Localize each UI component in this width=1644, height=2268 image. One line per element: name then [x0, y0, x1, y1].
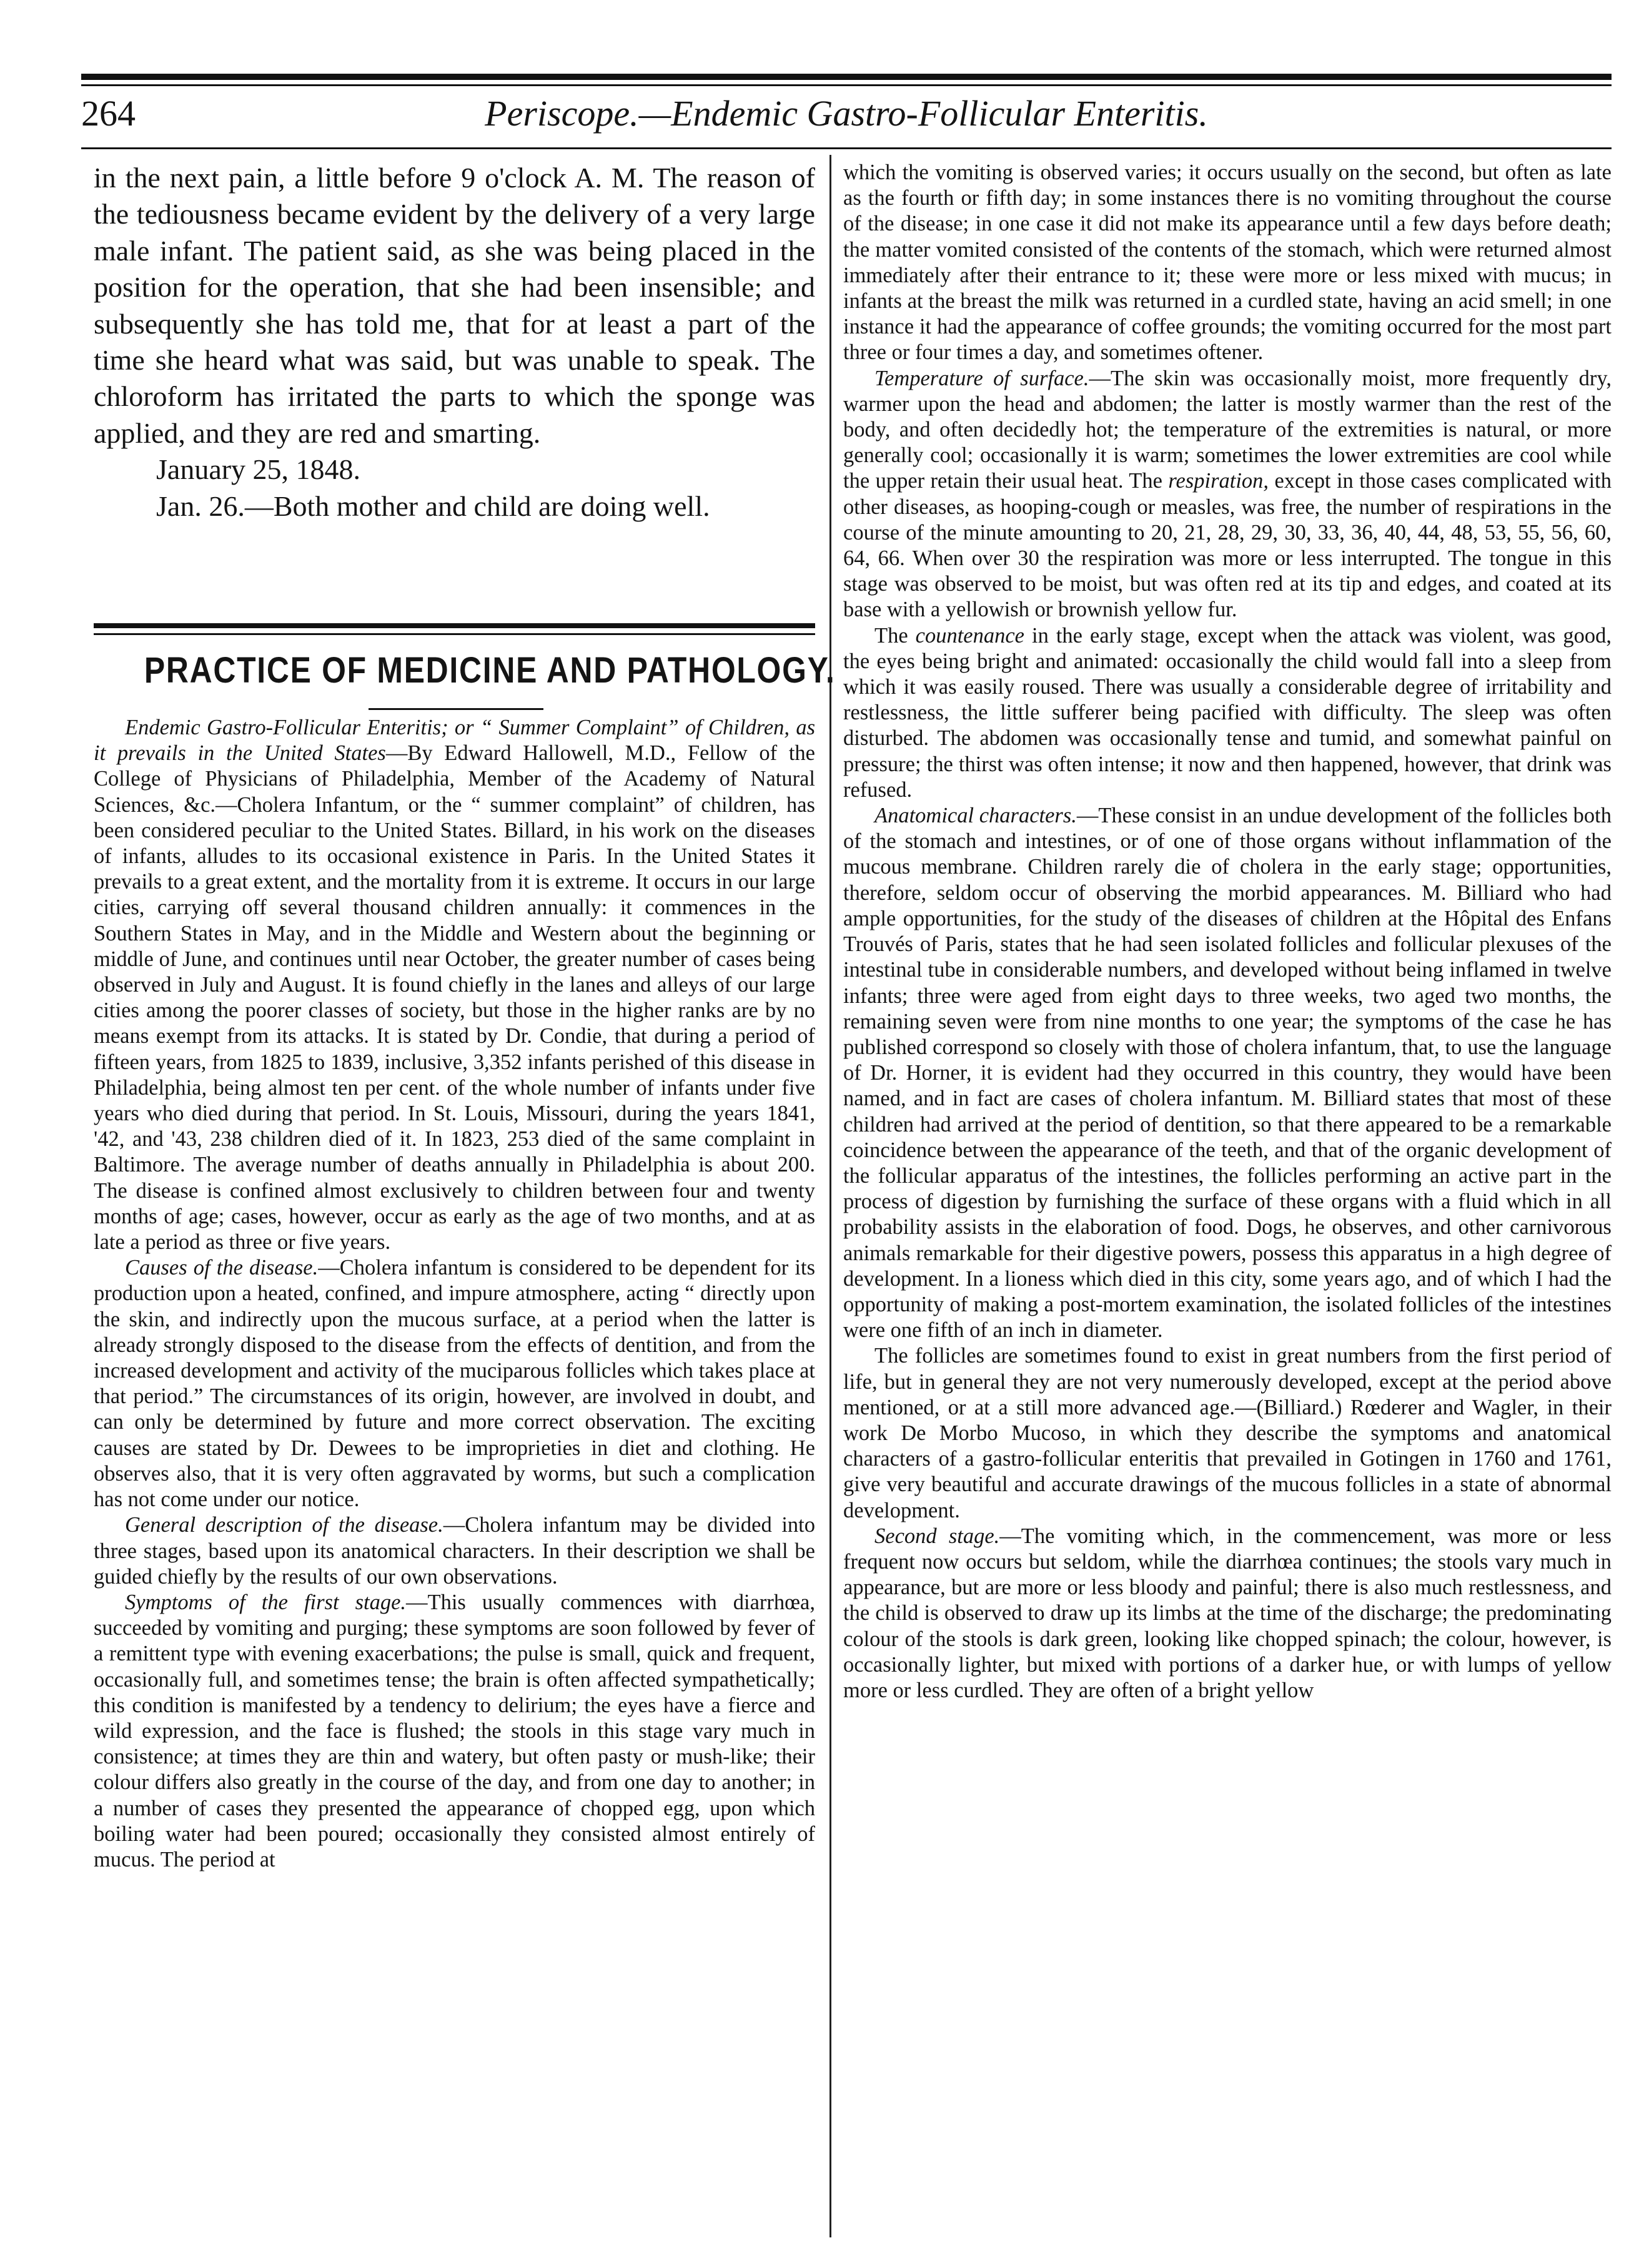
case-date-1: January 25, 1848. [156, 453, 361, 486]
page-header [81, 92, 1612, 142]
article-paragraph-causes [94, 1255, 815, 1512]
case-report-paragraph: in the next pain, a little before 9 o'clock A. M. The reason of the tediousness became evident by the delivery of a very large male infant. The patient said, as she was being placed in the position for the operation, that she had been insensible; and subsequently she has told me, that for at least a part of the time she heard what was said, but was unable to speak. The chloroform has irritated the parts to which the sponge was applied, and they are red and smarting. [94, 162, 815, 449]
section-rule-thin [94, 633, 815, 635]
left-column-upper [94, 160, 815, 613]
article-author: —By Edward Hallowell, M.D., [385, 741, 676, 766]
article-intro-text: Fellow of the College of Physicians of Philadelphia, Member of the Academy of Natural Sciences, &c.—Cholera Infantum, or the “ summer complaint” of children, has been considered peculiar to the United States. Billard, in his work on the diseases of infants, alludes to its occasional existence in Paris. In the United States it prevails to a great extent, and the mortality from it is extreme. It occurs in our large cities, carrying off several thousand children annually: it commences in the Southern States in May, and in the Middle and Western about the beginning or middle of June, and continues until near October, the greater number of cases being observed in July and August. It is found chiefly in the lanes and alleys of our large cities among the poorer classes of society, but those in the higher ranks are by no means exempt from its attacks. It is stated by Dr. Condie, that during a period of fifteen years, from 1825 to 1839, inclusive, 3,352 infants perished of this disease in Philadelphia, being almost ten per cent. of the whole number of infants under five years who died during that period. In St. Louis, Missouri, during the years 1841, '42, and '43, 238 children died of it. In 1823, 253 died of the same complaint in Baltimore. The average number of deaths annually in Philadelphia is about 200. The disease is confined almost exclusively to children between four and twenty months of age; cases, however, occur as early as the age of two months, and at as late a period as three or five years. [94, 741, 815, 1255]
section-rule-thick [94, 623, 815, 628]
description-text: —Cholera infantum may be divided into three stages, based upon its anatomical characters. In their description we shall be guided chiefly by the results of our own observations. [94, 1513, 815, 1589]
second-stage-heading: Second stage. [874, 1524, 1000, 1548]
countenance-pre: The [874, 623, 908, 648]
running-title: Periscope.—Endemic Gastro-Follicular Enteritis. [485, 93, 1208, 134]
second-stage-paragraph [843, 1524, 1612, 1703]
second-stage-text: —The vomiting which, in the commencement, was more or less frequent now occurs but seldom, while the diarrhœa continues; the stools vary much in appearance, but are more or less bloody and painful; there is also much restlessness, and the child is observed to draw up its limbs at the time of the discharge; the predominating colour of the stools is dark green, looking like chopped spinach; the colour, however, is occasionally lighter, but mixed with portions of a darker hue, or with lumps of yellow more or less curdled. They are often of a bright yellow [843, 1524, 1612, 1702]
vomiting-paragraph: which the vomiting is observed varies; it occurs usually on the second, but often as late as the fourth or fifth day; in some instances there is no vomiting throughout the course of the disease; in one case it did not make its appearance until a few days before death; the matter vomited consisted of the contents of the stomach, which were returned almost immediately after their entrance to it; these were more or less mixed with mucus; in infants at the breast the milk was returned in a curdled state, having an acid smell; in one instance it had the appearance of coffee grounds; the vomiting occurred for the most part three or four times a day, and sometimes oftener. [843, 160, 1612, 365]
page-number: 264 [81, 93, 136, 134]
column-divider [829, 155, 831, 2237]
top-double-rule [81, 74, 1612, 86]
section-title: PRACTICE OF MEDICINE AND PATHOLOGY. [144, 650, 836, 691]
temperature-paragraph [843, 366, 1612, 623]
anatomical-paragraph [843, 803, 1612, 1343]
countenance-paragraph [843, 623, 1612, 803]
causes-heading: Causes of the disease. [125, 1256, 319, 1280]
article-paragraph-intro [94, 715, 815, 1255]
header-rule [81, 147, 1612, 149]
left-column-article [94, 715, 815, 2236]
first-stage-heading: Symptoms of the first stage. [125, 1590, 407, 1614]
description-heading: General description of the disease. [125, 1513, 443, 1537]
anatomical-heading: Anatomical characters. [874, 804, 1077, 828]
respiration-text: except in those cases complicated with other diseases, as hooping-cough or measles, was free, the number of respirations in the course of the minute amounting to 20, 21, 28, 29, 30, 33, 36, 40, 44, 48, 53, 55, 56, 60, 64, 66. When over 30 the respiration was more or less interrupted. The tongue in this stage was observed to be moist, but was often red at its tip and edges, and coated at its base with a yellowish or brownish yellow fur. [843, 469, 1612, 622]
article-title: Endemic Gastro-Follicular Enteritis; or “ Summer Complaint” of Children, as it prevails in the United States [94, 716, 815, 766]
countenance-text: in the early stage, except when the attack was violent, was good, the eyes being bright and animated: occasionally the child would fall into a sleep from which it was easily roused. There was usually a considerable degree of irritability and restlessness, the little sufferer being pacified with difficulty. The sleep was often disturbed. The abdomen was occasionally tense and tumid, and somewhat painful on pressure; the thirst was often intense; it now and then happened, however, that drink was refused. [843, 623, 1612, 802]
temperature-text: —The skin was occasionally moist, more frequently dry, warmer upon the head and abdomen; the latter is mostly warmer than the rest of the body, and often decidedly hot; the temperature of the extremities is natural, or more generally cool; occasionally it is warm; sometimes the lower extremities are cool while the upper retain their usual heat. The [843, 366, 1612, 493]
first-stage-text: —This usually commences with diarrhœa, succeeded by vomiting and purging; these symptoms are soon followed by fever of a remittent type with evening exacerbations; the pulse is small, quick and frequent, occasionally full, and sometimes tense; the brain is often affected sympathetically; this condition is manifested by a tendency to delirium; the eyes have a fierce and wild expression, and the face is flushed; the stools in this stage vary much in consistence; at times they are thin and watery, but often pasty or mush-like; their colour differs also greatly in the course of the day, and from one day to another; in a number of cases they presented the appearance of chopped egg, upon which boiling water had been poured; occasionally they consisted almost entirely of mucus. The period at [94, 1590, 815, 1871]
countenance-term: countenance [915, 623, 1024, 648]
follicles-paragraph: The follicles are sometimes found to exist in great numbers from the first period of life, but in general they are not very numerously developed, except at the period above mentioned, or at a still more advanced age.—(Billiard.) Rœderer and Wagler, in their work De Morbo Mucoso, in which they describe the symptoms and anatomical characters of a gastro-follicular enteritis that prevailed in Gotingen in 1760 and 1761, give very beautiful and accurate drawings of the mucous follicles in a state of abnormal development. [843, 1344, 1612, 1522]
anatomical-text: —These consist in an undue development of the follicles both of the stomach and intestines, or of one of those organs without inflammation of the mucous membrane. Children rarely die of cholera in the early stage; opportunities, therefore, seldom occur of observing the morbid appearances. M. Billiard who had ample opportunities, for the study of the diseases of children at the Hôpital des Enfans Trouvés of Paris, states that he had seen isolated follicles and follicular plexuses of the intestinal tube in considerable numbers, and developed without being inflamed in twelve infants; three were aged from eight days to three weeks, two aged two months, the remaining seven were from nine months to one year; the symptoms of the case he has published correspond so closely with those of cholera infantum, that, to use the language of Dr. Horner, it is evident had they occurred in this country, they would have been named, and in fact are cases of cholera infantum. M. Billiard states that most of these children had arrived at the period of dentition, so that there appeared to be a remarkable coincidence between the appearance of the teeth, and that of the organic development of the follicular apparatus of the intestines, the follicles performing an active part in the process of digestion by furnishing the surface of these organs with a fluid which in all probability assists in the elaboration of food. Dogs, he observes, and other carnivorous animals remarkable for their digestive powers, possess this apparatus in a high degree of development. In a lioness which died in this city, some years ago, and of which I had the opportunity of making a post-mortem examination, the isolated follicles of the intestines were one fifth of an inch in diameter. [843, 804, 1612, 1343]
causes-text: —Cholera infantum is considered to be dependent for its production upon a heated, confined, and impure atmosphere, acting “ directly upon the skin, and indirectly upon the mucous surface, at a period when the latter is already strongly disposed to the disease from the effects of dentition, and from the increased development and activity of the muciparous follicles which takes place at that period.” The circumstances of its origin, however, are involved in doubt, and can only be determined by future and more correct observation. The exciting causes are stated by Dr. Dewees to be improprieties in diet and clothing. He observes also, that it is very often aggravated by worms, but such a complication has not come under our notice. [94, 1256, 815, 1512]
article-paragraph-description [94, 1512, 815, 1590]
right-column-article [843, 160, 1612, 2239]
case-date-2: Jan. 26.—Both mother and child are doing well. [156, 490, 710, 522]
temperature-heading: Temperature of surface. [874, 366, 1089, 390]
respiration-term: respiration, [1168, 469, 1269, 493]
title-underline [369, 708, 543, 710]
article-paragraph-first-stage [94, 1590, 815, 1873]
